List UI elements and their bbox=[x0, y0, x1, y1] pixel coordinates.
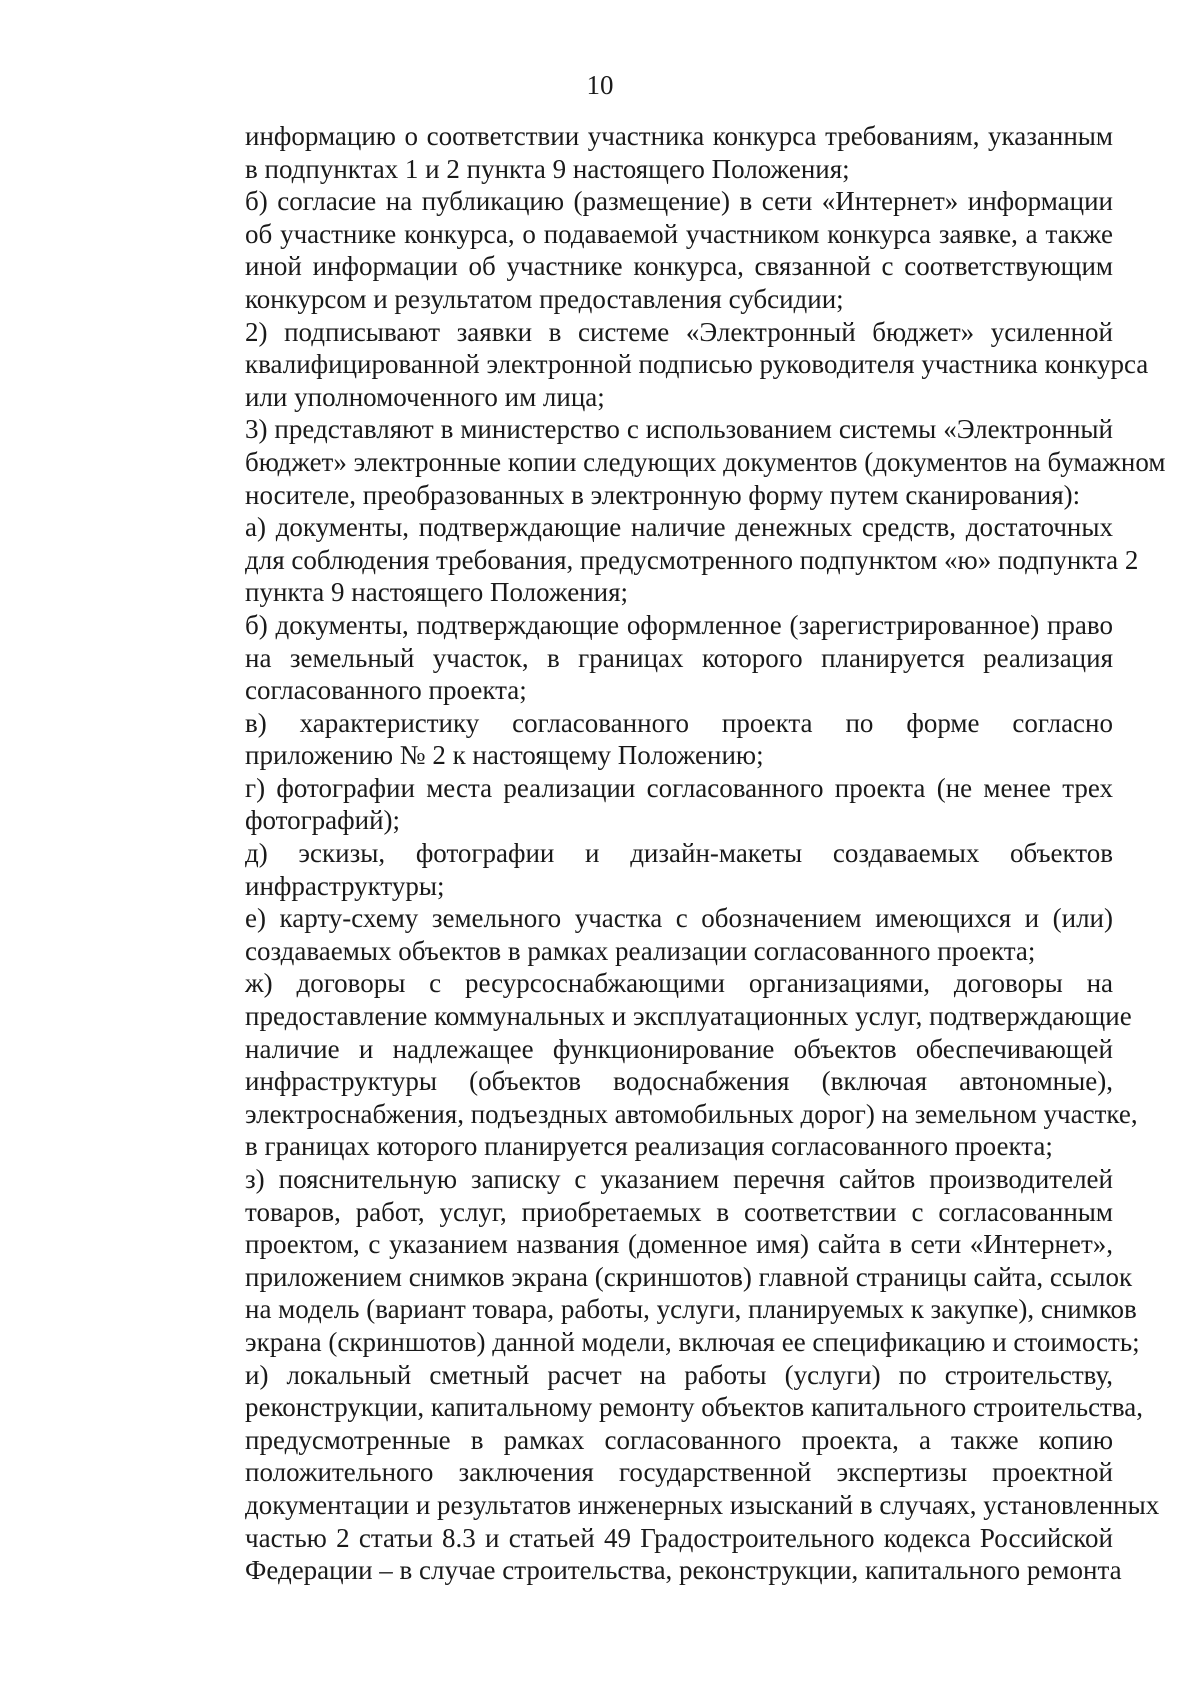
text-line: документации и результатов инженерных изысканий в случаях, установленных bbox=[245, 1489, 1160, 1520]
text-line: создаваемых объектов в рамках реализации согласованного проекта; bbox=[245, 935, 1036, 966]
paragraph bbox=[173, 413, 1166, 511]
paragraph bbox=[173, 316, 1149, 414]
text-line: в границах которого планируется реализация согласованного проекта; bbox=[245, 1131, 1053, 1162]
text-line: наличие и надлежащее функционирование объектов обеспечивающей bbox=[245, 1033, 1113, 1064]
paragraph bbox=[173, 609, 1113, 707]
paragraph bbox=[173, 837, 1113, 902]
text-line: бюджет» электронные копии следующих документов (документов на бумажном bbox=[245, 446, 1166, 477]
text-line: инфраструктуры; bbox=[245, 870, 445, 901]
text-line: для соблюдения требования, предусмотренного подпунктом «ю» подпункта 2 bbox=[245, 544, 1139, 575]
text-line: д) эскизы, фотографии и дизайн-макеты создаваемых объектов bbox=[245, 838, 1113, 869]
text-line: экрана (скриншотов) данной модели, включая ее спецификацию и стоимость; bbox=[245, 1326, 1140, 1357]
text-line: иной информации об участнике конкурса, связанной с соответствующим bbox=[245, 251, 1113, 282]
text-line: конкурсом и результатом предоставления субсидии; bbox=[245, 283, 844, 314]
text-line: квалифицированной электронной подписью руководителя участника конкурса bbox=[245, 349, 1149, 380]
text-line: пункта 9 настоящего Положения; bbox=[245, 577, 629, 608]
text-line: частью 2 статьи 8.3 и статьей 49 Градостроительного кодекса Российской bbox=[245, 1522, 1113, 1553]
paragraph bbox=[173, 1163, 1140, 1359]
text-line: з) пояснительную записку с указанием перечня сайтов производителей bbox=[245, 1164, 1113, 1194]
text-line: е) карту-схему земельного участка с обозначением имеющихся и (или) bbox=[245, 903, 1113, 934]
text-line: ж) договоры с ресурсоснабжающими организациями, договоры на bbox=[245, 968, 1113, 999]
page-number: 10 bbox=[586, 70, 614, 100]
text-line: предоставление коммунальных и эксплуатационных услуг, подтверждающие bbox=[245, 1001, 1132, 1032]
paragraph bbox=[173, 511, 1139, 609]
paragraph bbox=[173, 120, 1113, 185]
text-line: г) фотографии места реализации согласованного проекта (не менее трех bbox=[245, 772, 1113, 803]
text-line: фотографий); bbox=[245, 805, 401, 836]
text-line: проектом, с указанием названия (доменное имя) сайта в сети «Интернет», bbox=[245, 1229, 1113, 1260]
text-line: электроснабжения, подъездных автомобильных дорог) на земельном участке, bbox=[245, 1098, 1138, 1129]
paragraph bbox=[173, 185, 1113, 315]
document-body bbox=[173, 120, 1166, 1587]
text-line: носителе, преобразованных в электронную форму путем сканирования): bbox=[245, 479, 1081, 510]
text-line: или уполномоченного им лица; bbox=[245, 381, 605, 412]
text-line: инфраструктуры (объектов водоснабжения (включая автономные), bbox=[245, 1066, 1113, 1097]
paragraph bbox=[173, 1359, 1160, 1587]
paragraph bbox=[173, 902, 1113, 967]
text-line: Федерации – в случае строительства, реконструкции, капитального ремонта bbox=[245, 1555, 1122, 1586]
text-line: товаров, работ, услуг, приобретаемых в соответствии с согласованным bbox=[245, 1196, 1113, 1227]
text-line: б) документы, подтверждающие оформленное (зарегистрированное) право bbox=[245, 609, 1113, 640]
text-line: и) локальный сметный расчет на работы (услуги) по строительству, bbox=[245, 1359, 1113, 1390]
text-line: а) документы, подтверждающие наличие денежных средств, достаточных bbox=[245, 512, 1113, 543]
text-line: в подпунктах 1 и 2 пункта 9 настоящего Положения; bbox=[245, 153, 850, 184]
text-line: 3) представляют в министерство с использованием системы «Электронный bbox=[245, 414, 1113, 445]
text-line: об участнике конкурса, о подаваемой участником конкурса заявке, а также bbox=[245, 218, 1113, 249]
text-line: приложению № 2 к настоящему Положению; bbox=[245, 740, 764, 771]
text-line: информацию о соответствии участника конкурса требованиям, указанным bbox=[245, 121, 1113, 151]
text-line: предусмотренные в рамках согласованного проекта, а также копию bbox=[245, 1424, 1113, 1455]
paragraph bbox=[173, 772, 1113, 837]
text-line: на земельный участок, в границах которого планируется реализация bbox=[245, 642, 1113, 673]
text-line: б) согласие на публикацию (размещение) в сети «Интернет» информации bbox=[245, 186, 1113, 217]
text-line: согласованного проекта; bbox=[245, 675, 527, 706]
text-line: в) характеристику согласованного проекта по форме согласно bbox=[245, 707, 1113, 738]
paragraph bbox=[173, 707, 1113, 772]
text-line: на модель (вариант товара, работы, услуги, планируемых к закупке), снимков bbox=[245, 1294, 1137, 1325]
text-line: 2) подписывают заявки в системе «Электронный бюджет» усиленной bbox=[245, 316, 1113, 347]
paragraph bbox=[173, 967, 1138, 1163]
text-line: реконструкции, капитальному ремонту объектов капитального строительства, bbox=[245, 1392, 1143, 1423]
text-line: положительного заключения государственной экспертизы проектной bbox=[245, 1457, 1113, 1488]
text-line: приложением снимков экрана (скриншотов) главной страницы сайта, ссылок bbox=[245, 1261, 1133, 1292]
